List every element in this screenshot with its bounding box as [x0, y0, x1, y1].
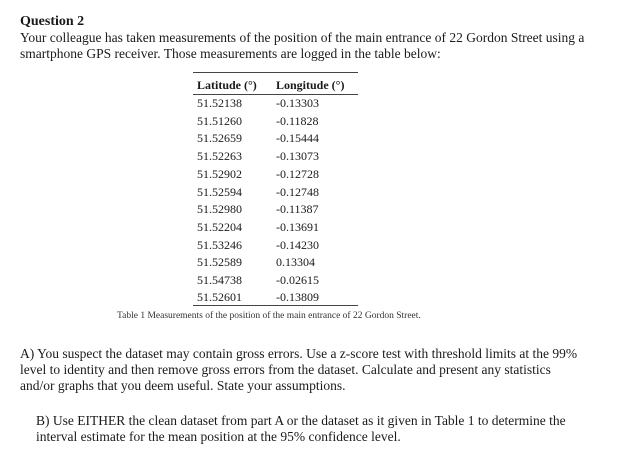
longitude-cell: -0.12748	[276, 184, 319, 199]
latitude-cell: 51.52594	[197, 184, 242, 199]
table-header-row	[193, 73, 358, 95]
longitude-cell: -0.14230	[276, 237, 319, 252]
longitude-cell: -0.13303	[276, 96, 319, 110]
longitude-cell: -0.13073	[276, 149, 319, 164]
longitude-header: Longitude (°)	[274, 73, 358, 95]
latitude-cell: 51.52902	[197, 166, 242, 181]
latitude-cell: 51.52204	[197, 219, 242, 234]
table-row	[193, 201, 358, 219]
table-row	[193, 113, 358, 131]
table-row	[193, 184, 358, 202]
latitude-cell: 51.54738	[197, 273, 242, 288]
longitude-cell: -0.15444	[276, 131, 319, 146]
latitude-header: Latitude (°)	[193, 73, 274, 95]
longitude-cell: -0.11828	[276, 113, 319, 128]
longitude-cell: -0.11387	[276, 202, 319, 217]
latitude-cell: 51.52589	[197, 255, 242, 270]
latitude-cell: 51.52138	[197, 96, 242, 110]
latitude-cell: 51.52659	[197, 131, 242, 146]
latitude-cell: 51.52980	[197, 202, 242, 217]
latitude-cell: 51.53246	[197, 237, 242, 252]
table-row	[193, 166, 358, 184]
table-row	[193, 272, 358, 290]
longitude-cell: -0.12728	[276, 166, 319, 181]
longitude-cell: -0.02615	[276, 273, 319, 288]
longitude-cell: 0.13304	[276, 255, 315, 270]
latitude-cell: 51.52601	[193, 290, 274, 306]
question-part-a: A) You suspect the dataset may contain gross errors. Use a z-score test with threshold limits at the 99% level to identity and then remove gross errors from the dataset. Calculate and present any statistics and/or graphs that you deem useful. State your assumptions.	[20, 346, 578, 393]
question-part-b: B) Use EITHER the clean dataset from part A or the dataset as it given in Table 1 to determine the interval estimate for the mean position at the 95% confidence level.	[36, 413, 566, 444]
table-row	[193, 254, 358, 272]
measurements-table	[193, 72, 358, 306]
table-row	[193, 95, 358, 113]
table-row	[193, 130, 358, 148]
latitude-cell: 51.52263	[197, 149, 242, 164]
longitude-cell: -0.13809	[274, 290, 358, 306]
table-row	[193, 237, 358, 255]
longitude-cell: -0.13691	[276, 219, 319, 234]
table-row	[193, 148, 358, 166]
table-row	[193, 219, 358, 237]
question-intro: Your colleague has taken measurements of the position of the main entrance of 22 Gordon Street using a smartphone GPS receiver. Those measurements are logged in the table below:	[20, 30, 585, 61]
table-caption: Table 1 Measurements of the position of the main entrance of 22 Gordon Street.	[117, 311, 421, 321]
table-row	[193, 290, 358, 306]
measurements-table-container	[193, 72, 358, 306]
latitude-cell: 51.51260	[197, 113, 242, 128]
question-heading: Question 2	[20, 14, 85, 29]
